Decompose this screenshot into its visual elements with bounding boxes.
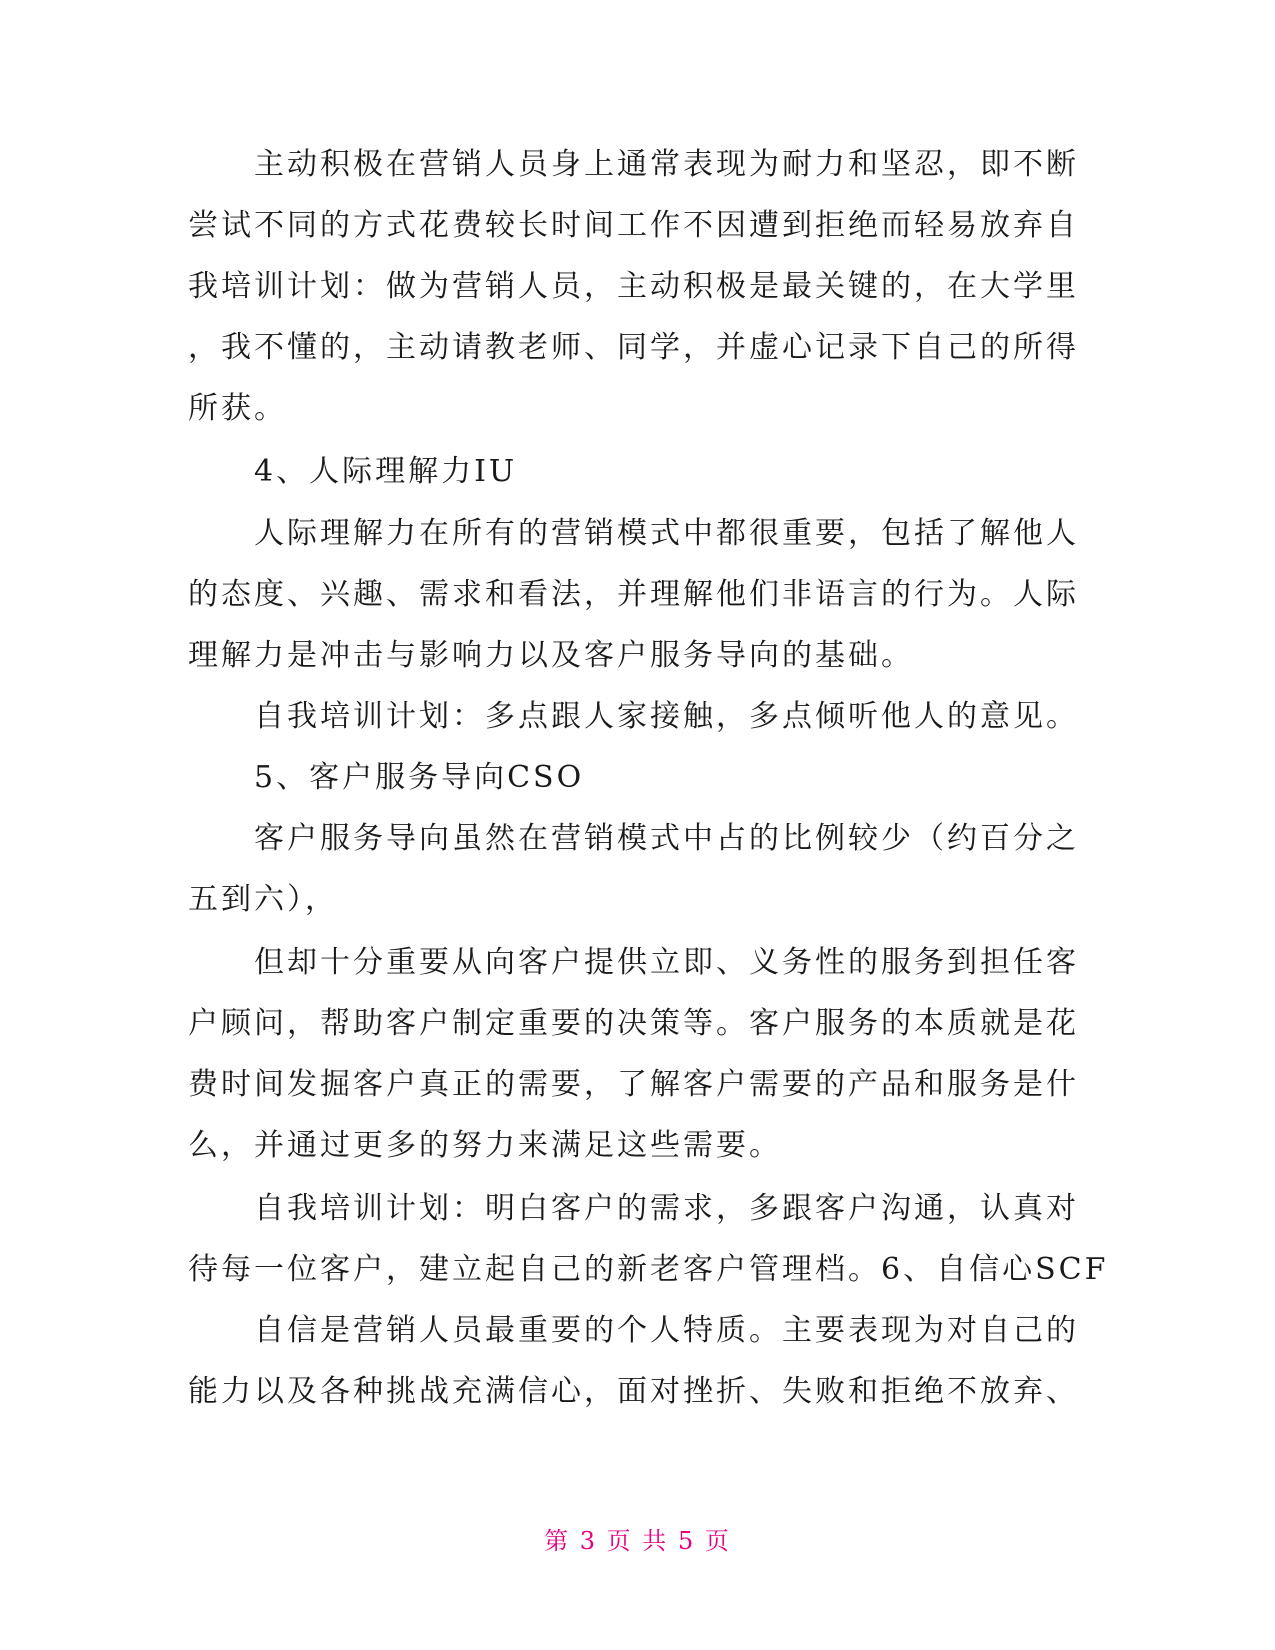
text-line: 自信是营销人员最重要的个人特质。主要表现为对自己的 xyxy=(188,1313,1079,1348)
text-line: 待每一位客户，建立起自己的新老客户管理档。6、自信心SCF xyxy=(188,1252,1109,1287)
section-heading: 4、人际理解力IU xyxy=(188,454,518,489)
section-heading: 5、客户服务导向CSO xyxy=(188,760,585,795)
text-line: 费时间发掘客户真正的需要，了解客户需要的产品和服务是什 xyxy=(188,1067,1079,1102)
text-line: ，我不懂的，主动请教老师、同学，并虚心记录下自己的所得 xyxy=(188,330,1079,365)
text-line: 人际理解力在所有的营销模式中都很重要，包括了解他人 xyxy=(188,516,1079,551)
text-line: 尝试不同的方式花费较长时间工作不因遭到拒绝而轻易放弃自 xyxy=(188,208,1079,243)
text-line: 五到六）， xyxy=(188,882,338,917)
text-line: 但却十分重要从向客户提供立即、义务性的服务到担任客 xyxy=(188,945,1079,980)
page-footer: 第 3 页 共 5 页 xyxy=(544,1527,731,1555)
text-line: 的态度、兴趣、需求和看法，并理解他们非语言的行为。人际 xyxy=(188,577,1079,612)
text-line: 自我培训计划：明白客户的需求，多跟客户沟通，认真对 xyxy=(188,1191,1079,1226)
text-line: 么，并通过更多的努力来满足这些需要。 xyxy=(188,1128,782,1163)
text-line: 主动积极在营销人员身上通常表现为耐力和坚忍，即不断 xyxy=(188,147,1079,182)
text-line: 自我培训计划：多点跟人家接触，多点倾听他人的意见。 xyxy=(188,699,1079,734)
text-line: 户顾问，帮助客户制定重要的决策等。客户服务的本质就是花 xyxy=(188,1006,1079,1041)
text-line: 我培训计划：做为营销人员，主动积极是最关键的，在大学里 xyxy=(188,269,1079,304)
text-line: 所获。 xyxy=(188,391,287,426)
text-line: 客户服务导向虽然在营销模式中占的比例较少（约百分之 xyxy=(188,821,1079,856)
text-line: 理解力是冲击与影响力以及客户服务导向的基础。 xyxy=(188,638,914,673)
text-line: 能力以及各种挑战充满信心，面对挫折、失败和拒绝不放弃、 xyxy=(188,1374,1079,1409)
